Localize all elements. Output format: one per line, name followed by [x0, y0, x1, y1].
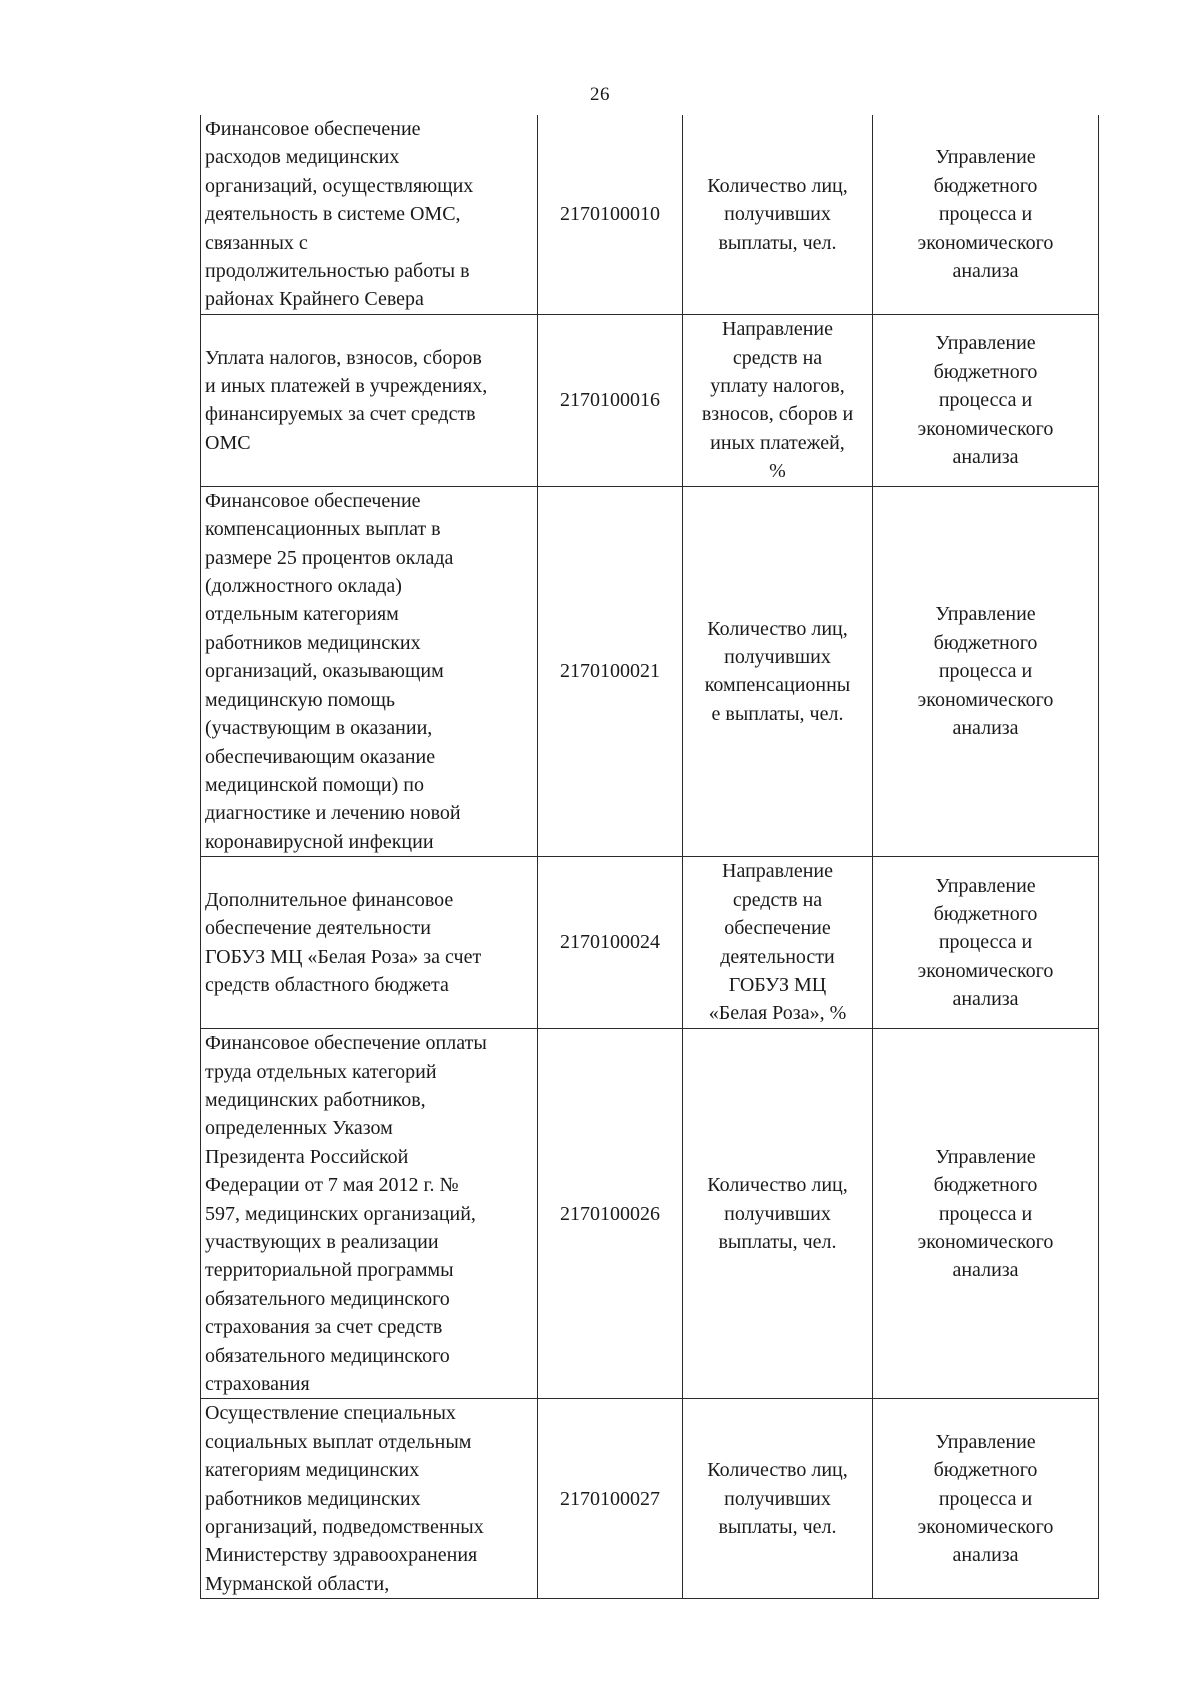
text-line: территориальной программы [205, 1259, 454, 1282]
text-line: анализа [952, 445, 1019, 468]
expense-description [201, 314, 538, 486]
text-line: организаций, осуществляющих [205, 174, 474, 197]
text-line: процесса и [938, 931, 1033, 954]
text-line: Мурманской области, [205, 1572, 390, 1595]
text-line: Направление [722, 318, 833, 341]
text-line: Финансовое обеспечение [205, 118, 421, 140]
indicator [683, 1399, 873, 1599]
responsible-department [873, 486, 1099, 856]
text-line: Президента Российской [205, 1145, 409, 1168]
page-number: 26 [590, 84, 610, 105]
text-line: получивших [724, 1487, 831, 1510]
text-line: определенных Указом [205, 1117, 393, 1140]
text-line: анализа [952, 260, 1019, 283]
text-line: размере 25 процентов оклада [205, 546, 454, 569]
text-line: медицинскую помощь [205, 688, 396, 711]
text-line: отдельным категориям [205, 603, 399, 626]
text-line: расходов медицинских [205, 146, 400, 169]
text-line: работников медицинских [205, 631, 421, 654]
indicator [683, 115, 873, 314]
text-line: Финансовое обеспечение оплаты [205, 1032, 487, 1055]
text-line: средств областного бюджета [205, 974, 449, 997]
text-line: экономического [917, 959, 1054, 982]
text-line: Осуществление специальных [205, 1402, 456, 1425]
table-row [201, 314, 1099, 486]
text-line: иных платежей, [710, 431, 845, 454]
text-line: обязательного медицинского [205, 1344, 450, 1367]
text-line: Количество лиц, [707, 1459, 848, 1482]
text-line: компенсационных выплат в [205, 518, 441, 541]
text-line: деятельность в системе ОМС, [205, 203, 461, 226]
text-line: ГОБУЗ МЦ [728, 974, 827, 997]
text-line: бюджетного [933, 903, 1038, 926]
text-line: ГОБУЗ МЦ «Белая Роза» за счет [205, 945, 482, 968]
text-line: диагностике и лечению новой [205, 802, 461, 825]
text-line: (должностного оклада) [205, 575, 402, 598]
responsible-department [873, 1029, 1099, 1399]
text-line: экономического [917, 1516, 1054, 1539]
text-line: взносов, сборов и [701, 403, 854, 426]
text-line: анализа [952, 717, 1019, 740]
budget-code: 2170100024 [538, 857, 683, 1029]
text-line: районах Крайнего Севера [205, 288, 424, 311]
text-line: Финансовое обеспечение [205, 489, 421, 512]
text-line: обеспечение деятельности [205, 917, 431, 940]
text-line: Управление [935, 1430, 1036, 1453]
table-row [201, 115, 1099, 314]
text-line: «Белая Роза», % [708, 1002, 847, 1025]
text-line: бюджетного [933, 1459, 1038, 1482]
expense-description [201, 1029, 538, 1399]
text-line: обеспечивающим оказание [205, 745, 436, 768]
text-line: Дополнительное финансовое [205, 888, 454, 911]
text-line: категориям медицинских [205, 1459, 420, 1482]
text-line: % [769, 460, 786, 483]
text-line: анализа [952, 988, 1019, 1011]
text-line: получивших [724, 646, 831, 669]
text-line: страхования [205, 1373, 310, 1395]
text-line: е выплаты, чел. [711, 702, 844, 725]
text-line: выплаты, чел. [718, 1230, 837, 1253]
text-line: Уплата налогов, взносов, сборов [205, 346, 482, 369]
text-line: связанных с [205, 231, 308, 254]
indicator [683, 314, 873, 486]
text-line: Министерству здравоохранения [205, 1544, 478, 1567]
text-line: бюджетного [933, 174, 1038, 197]
responsible-department [873, 857, 1099, 1029]
text-line: компенсационны [704, 674, 851, 697]
text-line: бюджетного [933, 1174, 1038, 1197]
table-row [201, 486, 1099, 856]
text-line: организаций, подведомственных [205, 1516, 484, 1539]
indicator [683, 486, 873, 856]
text-line: экономического [917, 231, 1054, 254]
table-row [201, 1399, 1099, 1599]
table-row [201, 1029, 1099, 1399]
text-line: медицинской помощи) по [205, 773, 424, 796]
text-line: анализа [952, 1544, 1019, 1567]
text-line: уплату налогов, [710, 374, 845, 397]
text-line: экономического [917, 688, 1054, 711]
text-line: страхования за счет средств [205, 1316, 443, 1339]
text-line: выплаты, чел. [718, 231, 837, 254]
expense-description [201, 115, 538, 314]
budget-code: 2170100016 [538, 314, 683, 486]
text-line: процесса и [938, 660, 1033, 683]
text-line: 597, медицинских организаций, [205, 1202, 476, 1225]
text-line: Управление [935, 1145, 1036, 1168]
text-line: получивших [724, 1202, 831, 1225]
text-line: Управление [935, 603, 1036, 626]
budget-code: 2170100027 [538, 1399, 683, 1599]
text-line: ОМС [205, 431, 251, 454]
indicator [683, 857, 873, 1029]
responsible-department [873, 314, 1099, 486]
text-line: организаций, оказывающим [205, 660, 444, 683]
text-line: Количество лиц, [707, 617, 848, 640]
text-line: процесса и [938, 389, 1033, 412]
text-line: Направление [722, 860, 833, 883]
text-line: средств на [732, 888, 823, 911]
indicator [683, 1029, 873, 1399]
text-line: средств на [732, 346, 823, 369]
responsible-department [873, 1399, 1099, 1599]
text-line: Количество лиц, [707, 174, 848, 197]
text-line: анализа [952, 1259, 1019, 1282]
text-line: продолжительностью работы в [205, 260, 470, 283]
text-line: деятельности [720, 945, 835, 968]
responsible-department [873, 115, 1099, 314]
text-line: коронавирусной инфекции [205, 830, 434, 853]
text-line: финансируемых за счет средств [205, 403, 476, 426]
text-line: Управление [935, 332, 1036, 355]
text-line: Федерации от 7 мая 2012 г. № [205, 1174, 459, 1197]
text-line: участвующих в реализации [205, 1230, 439, 1253]
text-line: Количество лиц, [707, 1174, 848, 1197]
budget-table [200, 115, 1099, 1599]
text-line: обязательного медицинского [205, 1287, 450, 1310]
text-line: социальных выплат отдельным [205, 1430, 472, 1453]
expense-description [201, 857, 538, 1029]
expense-description [201, 486, 538, 856]
table-row [201, 857, 1099, 1029]
text-line: экономического [917, 1230, 1054, 1253]
budget-code: 2170100026 [538, 1029, 683, 1399]
text-line: бюджетного [933, 631, 1038, 654]
text-line: выплаты, чел. [718, 1516, 837, 1539]
text-line: труда отдельных категорий [205, 1060, 437, 1083]
budget-code: 2170100010 [538, 115, 683, 314]
text-line: процесса и [938, 1202, 1033, 1225]
text-line: Управление [935, 874, 1036, 897]
text-line: процесса и [938, 1487, 1033, 1510]
text-line: получивших [724, 203, 831, 226]
text-line: и иных платежей в учреждениях, [205, 374, 488, 397]
expense-description [201, 1399, 538, 1599]
text-line: (участвующим в оказании, [205, 717, 433, 740]
text-line: Управление [935, 146, 1036, 169]
text-line: работников медицинских [205, 1487, 421, 1510]
text-line: процесса и [938, 203, 1033, 226]
text-line: экономического [917, 417, 1054, 440]
budget-code: 2170100021 [538, 486, 683, 856]
text-line: бюджетного [933, 360, 1038, 383]
text-line: обеспечение [724, 917, 831, 940]
text-line: медицинских работников, [205, 1088, 426, 1111]
